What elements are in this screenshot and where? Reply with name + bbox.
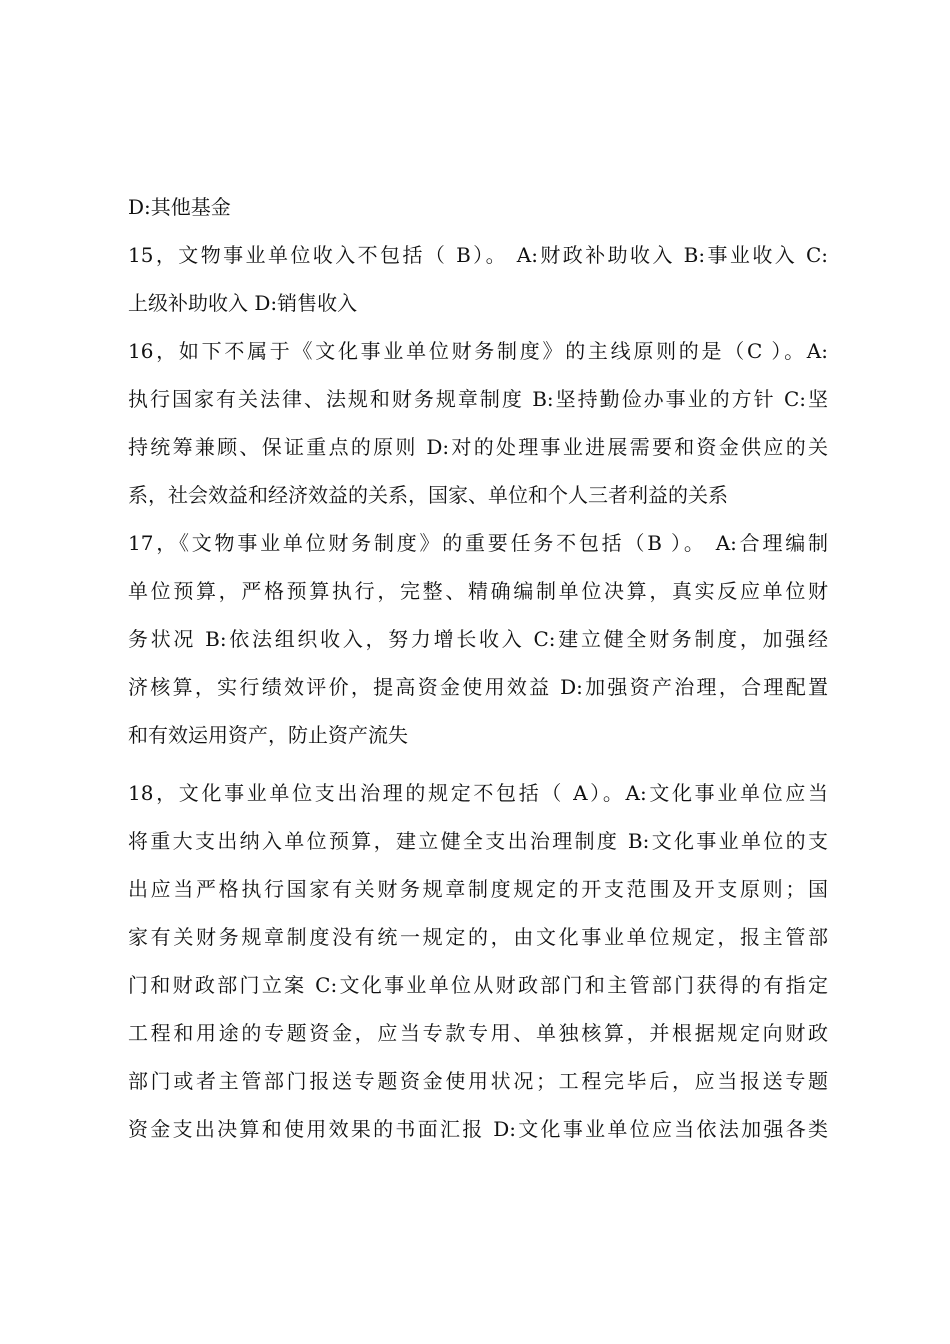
- text-line: 单位预算，严格预算执行，完整、精确编制单位决算，真实反应单位财: [128, 579, 828, 603]
- text-line: D:其他基金: [128, 195, 231, 219]
- text-line: 持统筹兼顾、保证重点的原则 D:对的处理事业进展需要和资金供应的关: [128, 435, 828, 459]
- text-line: 出应当严格执行国家有关财务规章制度规定的开支范围及开支原则；国: [128, 877, 828, 901]
- text-line: 上级补助收入 D:销售收入: [128, 291, 358, 315]
- text-line: 和有效运用资产，防止资产流失: [128, 723, 408, 747]
- text-line: 系，社会效益和经济效益的关系，国家、单位和个人三者利益的关系: [128, 483, 728, 507]
- text-line: 15，文物事业单位收入不包括（ B）。 A:财政补助收入 B:事业收入 C:: [128, 243, 828, 267]
- text-line: 16，如下不属于《文化事业单位财务制度》的主线原则的是（C ）。A:: [128, 339, 828, 363]
- text-line: 资金支出决算和使用效果的书面汇报 D:文化事业单位应当依法加强各类: [128, 1117, 828, 1141]
- text-line: 执行国家有关法律、法规和财务规章制度 B:坚持勤俭办事业的方针 C:坚: [128, 387, 828, 411]
- text-line: 部门或者主管部门报送专题资金使用状况；工程完毕后，应当报送专题: [128, 1069, 828, 1093]
- text-line: 工程和用途的专题资金，应当专款专用、单独核算，并根据规定向财政: [128, 1021, 828, 1045]
- text-line: 门和财政部门立案 C:文化事业单位从财政部门和主管部门获得的有指定: [128, 973, 828, 997]
- paragraph-gap: [128, 764, 828, 774]
- text-line: 家有关财务规章制度没有统一规定的，由文化事业单位规定，报主管部: [128, 925, 828, 949]
- text-line: 18，文化事业单位支出治理的规定不包括（ A）。A:文化事业单位应当: [128, 781, 828, 805]
- text-line: 17，《文物事业单位财务制度》的重要任务不包括（B ）。 A:合理编制: [128, 531, 828, 555]
- text-line: 济核算，实行绩效评价，提高资金使用效益 D:加强资产治理，合理配置: [128, 675, 828, 699]
- text-line: 务状况 B:依法组织收入，努力增长收入 C:建立健全财务制度，加强经: [128, 627, 828, 651]
- document-body: [128, 188, 828, 1158]
- text-line: 将重大支出纳入单位预算，建立健全支出治理制度 B:文化事业单位的支: [128, 829, 828, 853]
